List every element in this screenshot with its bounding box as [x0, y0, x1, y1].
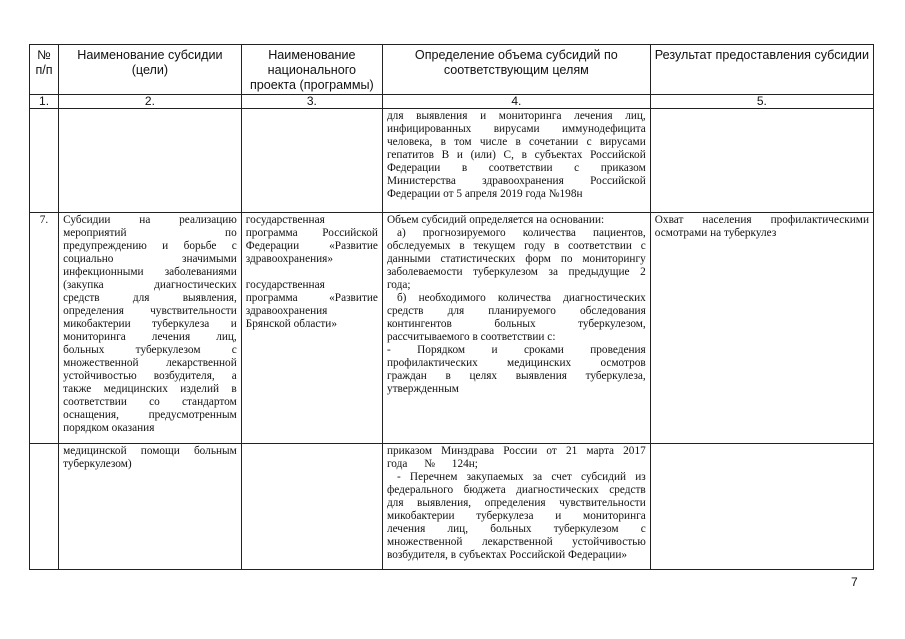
text-line: возбудителя, в субъектах Российской Федерации» — [386, 549, 628, 561]
text-line: гепатитов В и (или) С, в субъектах Российской — [386, 149, 646, 161]
text-line: микобактерии туберкулеза и — [63, 318, 237, 330]
text-line: также медицинских изделий в — [63, 383, 237, 395]
cell-project — [241, 109, 382, 213]
header-num: № п/п — [30, 45, 59, 95]
text-line: рассчитываемого в соответствии с: — [386, 331, 556, 343]
cell-num — [30, 109, 59, 213]
text-line: здравоохранения» — [245, 253, 334, 265]
header-volume: Определение объема субсидий по соответствующим целям — [382, 45, 650, 95]
text-line: мероприятий по — [63, 227, 237, 239]
text-line: порядком оказания — [63, 422, 155, 434]
text-line: для выявления, определения чувствительности — [386, 497, 646, 509]
table-row-7-continued — [30, 444, 874, 570]
text-line: Объем субсидий определяется на основании: — [386, 214, 605, 226]
header-result: Результат предоставления субсидии — [650, 45, 873, 95]
text-line: больных туберкулезом с — [63, 344, 237, 356]
text-line: Министерства здравоохранения Российской — [386, 175, 646, 187]
text-line: инфицированных вирусами иммунодефицита — [386, 123, 646, 135]
page-number: 7 — [851, 575, 858, 589]
text-line: года; — [386, 279, 411, 291]
text-line: федерального бюджета диагностических средств — [386, 484, 646, 496]
text-line: множественной лекарственной устойчивостью — [386, 536, 646, 548]
text-line: осмотрами на туберкулез — [654, 227, 777, 239]
column-number: 5. — [650, 95, 873, 109]
text-line: программа «Развитие — [245, 292, 378, 304]
header-name: Наименование субсидии (цели) — [59, 45, 242, 95]
column-numbers-row — [30, 95, 874, 109]
text-line: профилактических медицинских осмотров — [386, 357, 646, 369]
cell-name — [59, 213, 242, 444]
table-row-7 — [30, 213, 874, 444]
text-line: программа Российской — [245, 227, 378, 239]
cell-num: 7. — [30, 213, 59, 444]
text-line: предупреждению и борьбе с — [63, 240, 237, 252]
subsidy-table — [29, 44, 874, 570]
header-project: Наименование национального проекта (программы) — [241, 45, 382, 95]
text-line: соответствии со стандартом — [63, 396, 237, 408]
text-line: средств для выявления, — [63, 292, 237, 304]
text-line: лечения лиц, больных туберкулезом с — [386, 523, 646, 535]
table-row-continuation — [30, 109, 874, 213]
text-line: приказом Минздрава России от 21 марта 2017 — [386, 445, 646, 457]
cell-name — [59, 109, 242, 213]
text-line: туберкулезом) — [63, 458, 132, 470]
text-line: мониторинга лечения лиц, — [63, 331, 237, 343]
header-row — [30, 45, 874, 95]
column-number: 1. — [30, 95, 59, 109]
text-line: Федерации «Развитие — [245, 240, 378, 252]
text-line: контингентов больных туберкулезом, — [386, 318, 646, 330]
text-line: - Порядком и сроками проведения — [386, 344, 646, 356]
text-line: микобактерии туберкулеза и мониторинга — [386, 510, 646, 522]
cell-num — [30, 444, 59, 570]
text-line: Федерации от 5 апреля 2019 года №198н — [386, 188, 583, 200]
text-line: утвержденным — [386, 383, 459, 395]
cell-project — [241, 444, 382, 570]
text-line: Охват населения профилактическими — [654, 214, 869, 226]
text-line: средств для планируемого обследования — [386, 305, 646, 317]
text-line: инфекционными заболеваниями — [63, 266, 237, 278]
cell-name — [59, 444, 242, 570]
text-line: заболеваемости туберкулезом за предыдущие 2 — [386, 266, 646, 278]
cell-result — [650, 213, 873, 444]
text-line: - Перечнем закупаемых за счет субсидий из — [396, 471, 646, 483]
cell-volume — [382, 444, 650, 570]
text-line: множественной лекарственной — [63, 357, 237, 369]
text-line: данными статистических форм по мониторингу — [386, 253, 646, 265]
text-line: а) прогнозируемого количества пациентов, — [396, 227, 646, 239]
text-line: Брянской области» — [245, 318, 338, 330]
cell-volume — [382, 109, 650, 213]
column-number: 4. — [382, 95, 650, 109]
cell-project — [241, 213, 382, 444]
text-line: Субсидии на реализацию — [63, 214, 237, 226]
text-line: здравоохранения — [245, 305, 328, 317]
column-number: 3. — [241, 95, 382, 109]
text-line: б) необходимого количества диагностических — [396, 292, 646, 304]
text-line: государственная — [245, 279, 325, 291]
text-line: медицинской помощи больным — [63, 445, 237, 457]
text-line: определения чувствительности — [63, 305, 237, 317]
cell-result — [650, 444, 873, 570]
text-line: (закупка диагностических — [63, 279, 237, 291]
text-line: Федерации в соответствии с приказом — [386, 162, 646, 174]
column-number: 2. — [59, 95, 242, 109]
cell-volume — [382, 213, 650, 444]
text-line: государственная — [245, 214, 325, 226]
text-line: года № 124н; — [386, 458, 478, 470]
text-line: оснащения, предусмотренным — [63, 409, 237, 421]
text-line: устойчивостью возбудителя, а — [63, 370, 237, 382]
text-line: для выявления и мониторинга лечения лиц, — [386, 110, 646, 122]
text-line: граждан в целях выявления туберкулеза, — [386, 370, 646, 382]
text-line: человека, в том числе в сочетании с вирусами — [386, 136, 646, 148]
cell-result — [650, 109, 873, 213]
text-line: социально значимыми — [63, 253, 237, 265]
text-line: обследуемых в текущем году в соответствии с — [386, 240, 646, 252]
